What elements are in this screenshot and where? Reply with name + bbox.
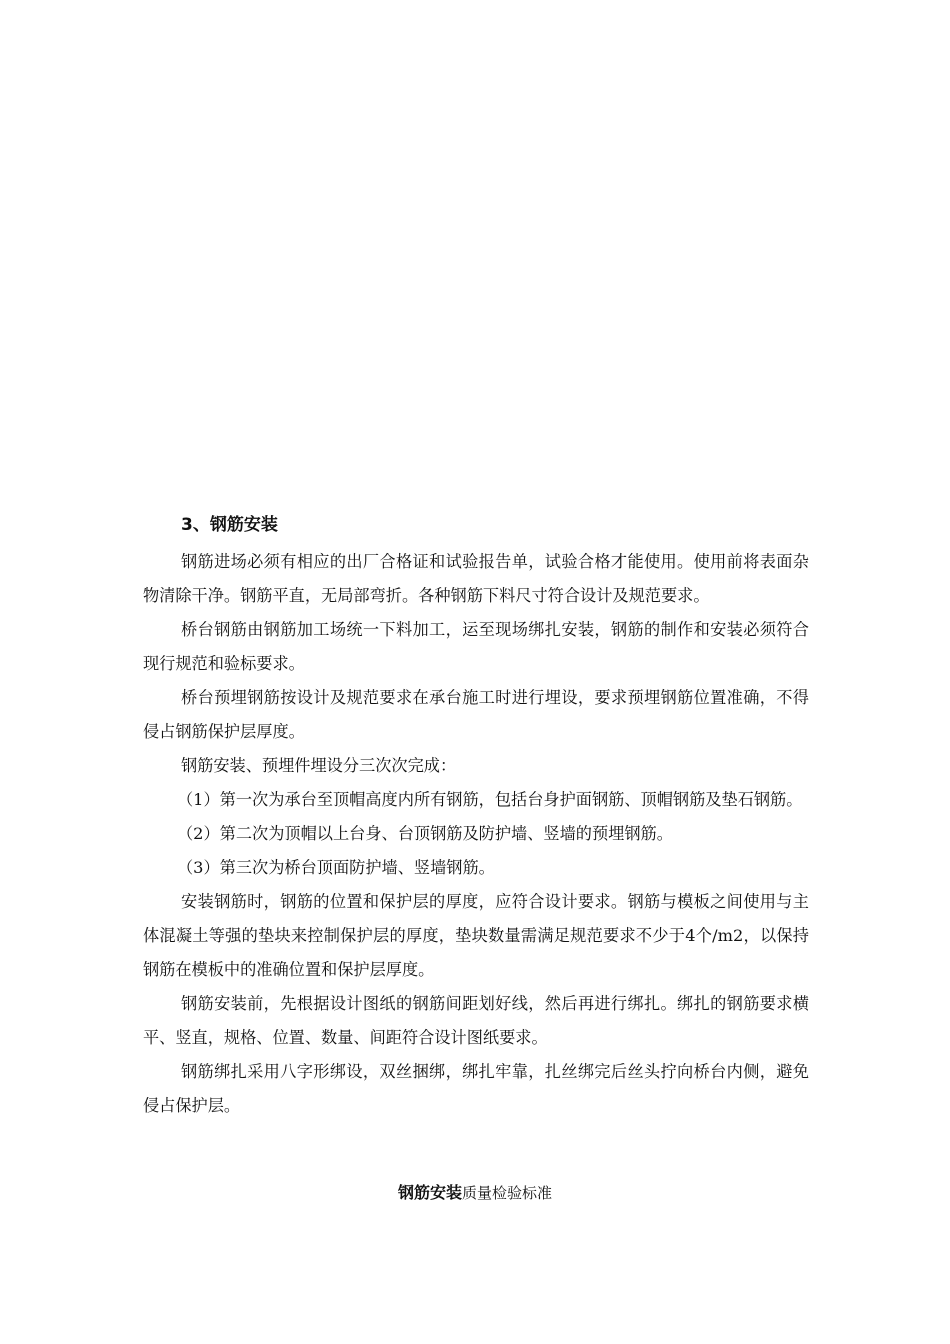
- list-item-stage-1: （1）第一次为承台至顶帽高度内所有钢筋，包括台身护面钢筋、顶帽钢筋及垫石钢筋。: [177, 790, 803, 809]
- caption-bold: 钢筋安装: [397, 1183, 462, 1202]
- section-content: [143, 514, 809, 1123]
- paragraph-cover-thickness: 安装钢筋时，钢筋的位置和保护层的厚度，应符合设计要求。钢筋与模板之间使用与主体混凝土等强的垫块来控制保护层的厚度，垫块数量需满足规范要求不少于4个/m2，以保持钢筋在模板中的准确位置和保护层厚度。: [143, 892, 809, 979]
- paragraph-processing: 桥台钢筋由钢筋加工场统一下料加工，运至现场绑扎安装，钢筋的制作和安装必须符合现行规范和验标要求。: [143, 620, 809, 673]
- list-item-stage-3: （3）第三次为桥台顶面防护墙、竖墙钢筋。: [177, 858, 495, 877]
- section-heading: 3、钢筋安装: [181, 515, 278, 535]
- list-item-stage-2: （2）第二次为顶帽以上台身、台顶钢筋及防护墙、竖墙的预埋钢筋。: [177, 824, 673, 843]
- paragraph-spacing-marking: 钢筋安装前，先根据设计图纸的钢筋间距划好线，然后再进行绑扎。绑扎的钢筋要求横平、竖直，规格、位置、数量、间距符合设计图纸要求。: [143, 994, 809, 1047]
- paragraph-embedded-rebar: 桥台预埋钢筋按设计及规范要求在承台施工时进行埋设，要求预埋钢筋位置准确，不得侵占钢筋保护层厚度。: [143, 688, 809, 741]
- table-caption: [0, 1182, 950, 1204]
- paragraph-tying-method: 钢筋绑扎采用八字形绑设，双丝捆绑，绑扎牢靠，扎丝绑完后丝头拧向桥台内侧，避免侵占保护层。: [143, 1062, 809, 1115]
- paragraph-installation-stages: 钢筋安装、预埋件埋设分三次次完成：: [181, 756, 457, 775]
- paragraph-material-inspection: 钢筋进场必须有相应的出厂合格证和试验报告单，试验合格才能使用。使用前将表面杂物清除干净。钢筋平直，无局部弯折。各种钢筋下料尺寸符合设计及规范要求。: [143, 552, 809, 605]
- caption-rest: 质量检验标准: [462, 1184, 553, 1202]
